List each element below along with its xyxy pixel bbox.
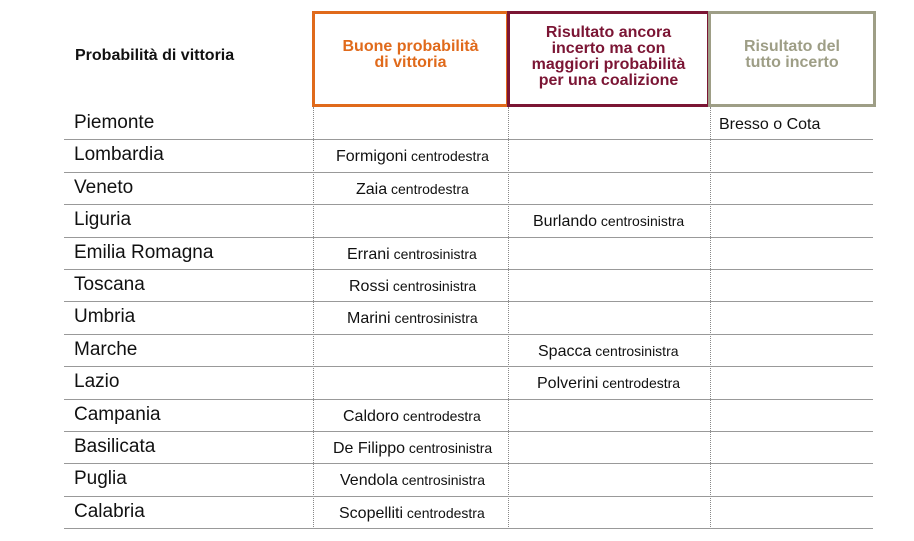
column-header-line: di vittoria	[374, 54, 447, 71]
candidate-cell	[347, 310, 478, 328]
region-name: Umbria	[74, 306, 136, 328]
row-separator	[64, 431, 873, 432]
candidate-name: Vendola	[340, 472, 398, 490]
coalition-label: centrosinistra	[397, 472, 485, 489]
candidate-name: Spacca	[538, 342, 592, 360]
row-separator	[64, 399, 873, 400]
column-header-line: per una coalizione	[538, 72, 679, 89]
candidate-cell	[333, 440, 492, 458]
candidate-cell	[339, 505, 485, 523]
row-separator	[64, 139, 873, 140]
coalition-label: centrodestra	[598, 375, 681, 392]
region-name: Piemonte	[74, 112, 155, 133]
candidate-name: Marini	[347, 310, 391, 328]
table-header-label: Probabilità di vittoria	[75, 47, 235, 64]
candidate-cell	[533, 213, 684, 231]
region-name: Toscana	[74, 274, 145, 295]
region-name: Veneto	[74, 176, 134, 198]
region-name: Liguria	[74, 209, 132, 231]
column-header-line: maggiori probabilità	[531, 56, 686, 73]
column-header-good-chances	[312, 11, 509, 104]
candidate-name: Scopelliti	[339, 504, 404, 522]
coalition-label: centrosinistra	[405, 440, 493, 456]
candidate-name: Burlando	[533, 213, 598, 231]
candidate-name: De Filippo	[333, 440, 406, 457]
candidate-cell	[356, 181, 469, 199]
region-name: Basilicata	[74, 436, 156, 457]
candidate-cell	[340, 472, 485, 490]
candidate-cell	[347, 246, 477, 264]
coalition-label: centrosinistra	[390, 310, 478, 327]
candidate-cell	[537, 375, 680, 393]
candidate-name: Rossi	[349, 278, 390, 295]
region-name: Lazio	[74, 371, 120, 393]
candidate-cell	[336, 148, 489, 166]
candidate-cell	[343, 408, 481, 426]
candidate-cell	[538, 343, 679, 361]
column-header-line: tutto incerto	[745, 54, 839, 71]
candidate-name: Errani	[347, 245, 390, 263]
row-separator	[64, 366, 873, 367]
candidate-name: Zaia	[356, 180, 388, 198]
row-separator	[64, 172, 873, 173]
row-separator	[64, 334, 873, 335]
column-header-line: Risultato del	[743, 38, 840, 55]
row-separator	[64, 301, 873, 302]
candidate-cell	[719, 116, 820, 134]
region-name: Campania	[74, 403, 161, 425]
row-separator	[64, 528, 873, 529]
column-header-underline	[507, 104, 710, 107]
column-header-line: incerto ma con	[551, 40, 666, 57]
coalition-label: centrosinistra	[591, 342, 679, 359]
column-header-line: Risultato ancora	[545, 24, 672, 41]
column-header-underline	[708, 104, 876, 107]
row-separator	[64, 204, 873, 205]
coalition-label: centrosinistra	[389, 278, 477, 294]
coalition-label: centrosinistra	[389, 245, 477, 262]
candidate-name: Caldoro	[343, 407, 400, 425]
row-separator	[64, 496, 873, 497]
row-separator	[64, 237, 873, 238]
coalition-label: centrodestra	[387, 180, 469, 197]
candidate-name: Polverini	[537, 375, 599, 393]
coalition-label: centrosinistra	[597, 213, 685, 230]
candidate-name: Bresso o Cota	[719, 116, 821, 133]
region-name: Lombardia	[74, 144, 164, 166]
coalition-label: centrodestra	[403, 504, 485, 521]
row-separator	[64, 269, 873, 270]
region-name: Calabria	[74, 500, 145, 522]
region-name: Puglia	[74, 468, 127, 490]
column-header-underline	[312, 104, 509, 107]
column-header-fully-uncertain	[708, 11, 876, 104]
region-name: Emilia Romagna	[74, 241, 214, 263]
coalition-label: centrodestra	[399, 407, 481, 424]
coalition-label: centrodestra	[407, 148, 489, 165]
candidate-name: Formigoni	[336, 148, 408, 166]
column-header-line: Buone probabilità	[342, 38, 479, 55]
row-separator	[64, 463, 873, 464]
region-name: Marche	[74, 338, 138, 360]
column-header-uncertain-leaning	[507, 11, 710, 104]
candidate-cell	[349, 278, 476, 296]
